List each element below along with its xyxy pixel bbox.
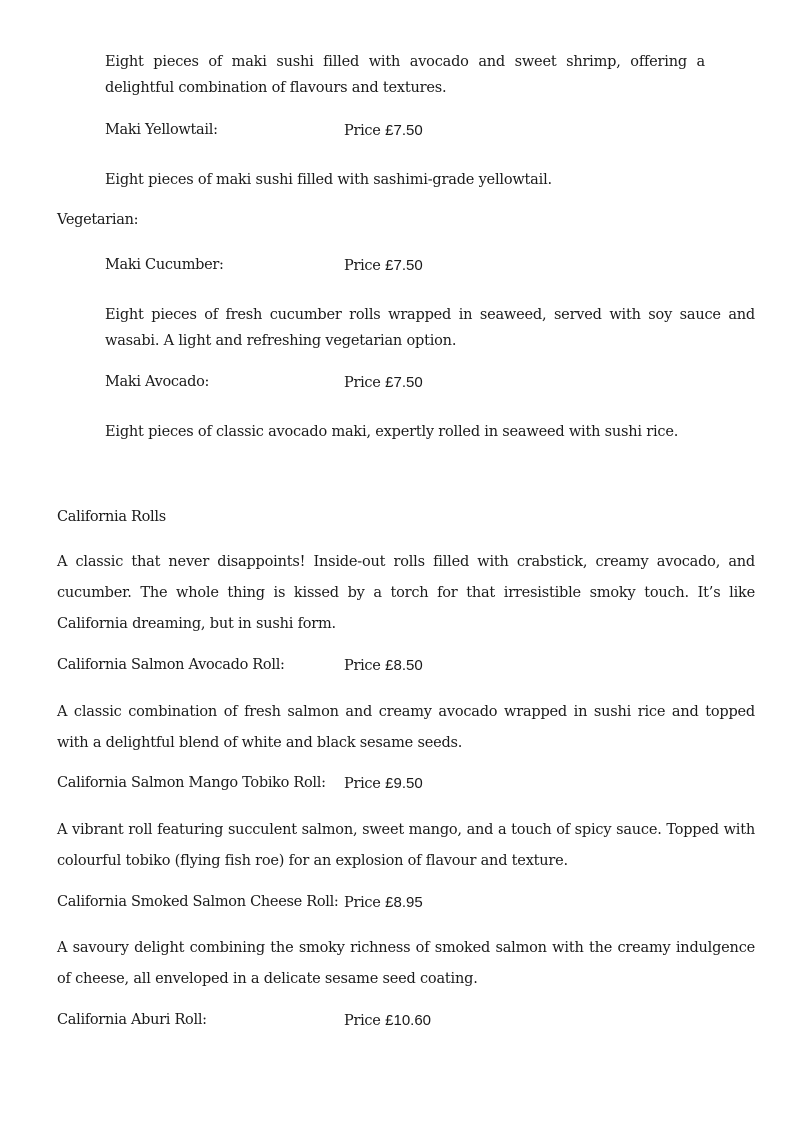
- maki-yellowtail-price: [344, 122, 423, 139]
- price-word: Price: [344, 375, 381, 391]
- maki-avocado-price: [344, 374, 423, 391]
- price-value: £8.95: [385, 894, 423, 911]
- price-value: £7.50: [385, 122, 423, 139]
- price-value: £9.50: [385, 775, 423, 792]
- california-salmon-avocado-description: A classic combination of fresh salmon and creamy avocado wrapped in sushi rice and topped with a delightful blend of white and black sesame seeds.: [57, 704, 755, 751]
- price-value: £8.50: [385, 657, 423, 674]
- price-word: Price: [344, 895, 381, 911]
- price-word: Price: [344, 658, 381, 674]
- maki-cucumber-price: [344, 257, 423, 274]
- california-aburi-price: [344, 1012, 431, 1029]
- california-rolls-intro: A classic that never disappoints! Inside-out rolls filled with crabstick, creamy avocado, and cucumber. The whole thing is kissed by a torch for that irresistible smoky touch. It’s like California dreaming, but in sushi form.: [57, 554, 755, 632]
- california-salmon-mango-name: California Salmon Mango Tobiko Roll:: [57, 775, 326, 791]
- california-aburi-name: California Aburi Roll:: [57, 1012, 207, 1028]
- maki-yellowtail-name: Maki Yellowtail:: [105, 122, 218, 138]
- price-word: Price: [344, 1013, 381, 1029]
- california-smoked-salmon-price: [344, 894, 423, 911]
- maki-shrimp-description: Eight pieces of maki sushi filled with avocado and sweet shrimp, offering a delightful combination of flavours and textures.: [105, 54, 705, 96]
- price-word: Price: [344, 123, 381, 139]
- maki-cucumber-name: Maki Cucumber:: [105, 257, 224, 273]
- vegetarian-heading: Vegetarian:: [57, 212, 139, 228]
- california-salmon-avocado-name: California Salmon Avocado Roll:: [57, 657, 285, 673]
- price-word: Price: [344, 776, 381, 792]
- california-salmon-avocado-price: [344, 657, 423, 674]
- california-smoked-salmon-description: A savoury delight combining the smoky richness of smoked salmon with the creamy indulgence of cheese, all enveloped in a delicate sesame seed coating.: [57, 940, 755, 987]
- maki-cucumber-description: Eight pieces of fresh cucumber rolls wrapped in seaweed, served with soy sauce and wasabi. A light and refreshing vegetarian option.: [105, 307, 755, 349]
- california-rolls-heading: California Rolls: [57, 509, 166, 525]
- price-word: Price: [344, 258, 381, 274]
- price-value: £7.50: [385, 374, 423, 391]
- price-value: £7.50: [385, 257, 423, 274]
- california-salmon-mango-price: [344, 775, 423, 792]
- california-smoked-salmon-name: California Smoked Salmon Cheese Roll:: [57, 894, 339, 910]
- maki-yellowtail-description: Eight pieces of maki sushi filled with sashimi-grade yellowtail.: [105, 172, 552, 188]
- california-salmon-mango-description: A vibrant roll featuring succulent salmon, sweet mango, and a touch of spicy sauce. Topped with colourful tobiko (flying fish roe) for an explosion of flavour and texture.: [57, 822, 755, 869]
- maki-avocado-name: Maki Avocado:: [105, 374, 210, 390]
- maki-avocado-description: Eight pieces of classic avocado maki, expertly rolled in seaweed with sushi rice.: [105, 424, 679, 440]
- price-value: £10.60: [385, 1012, 432, 1029]
